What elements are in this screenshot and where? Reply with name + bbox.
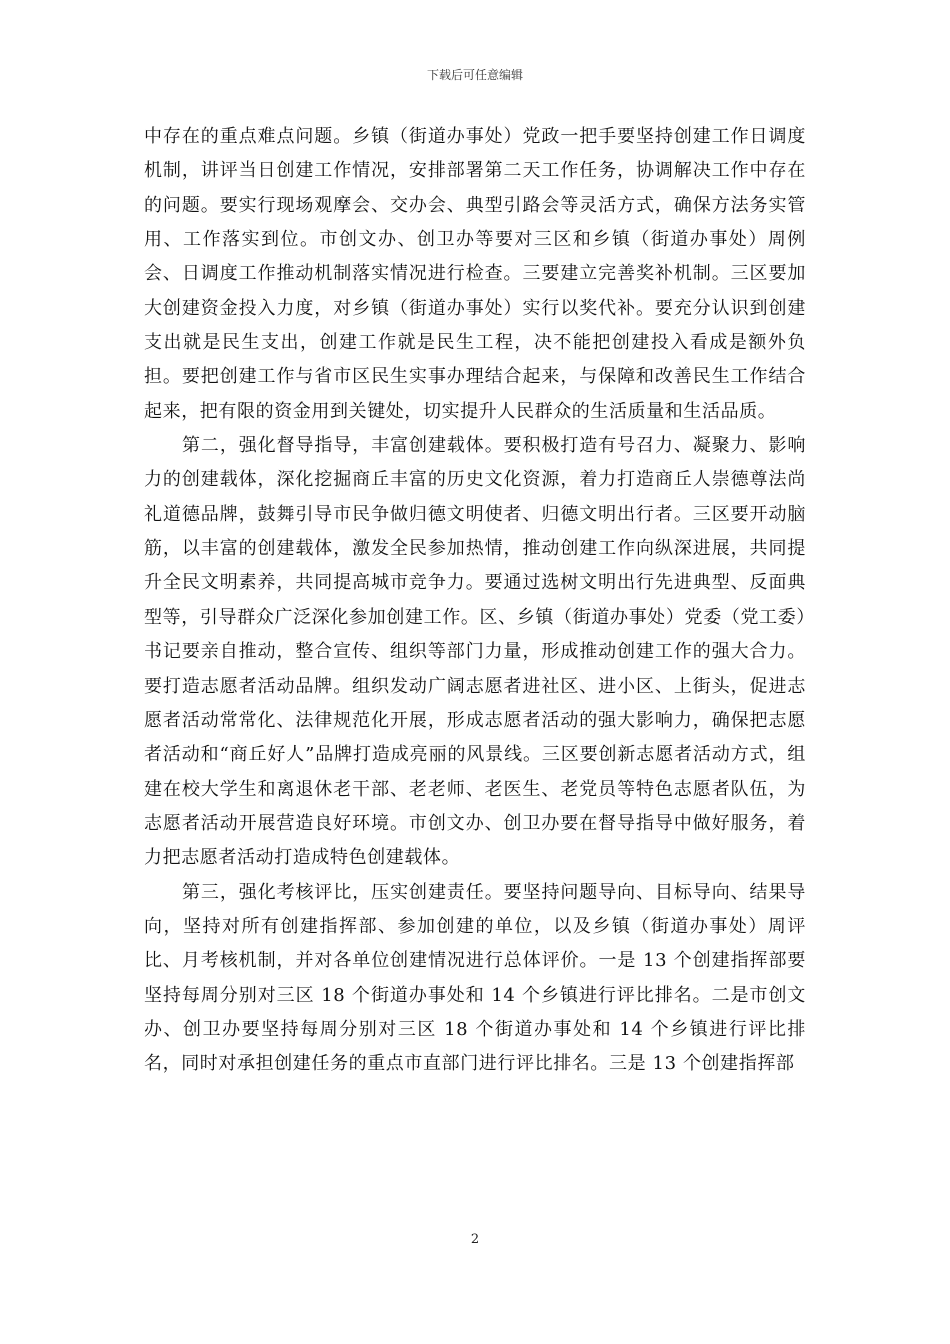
document-body <box>144 120 806 1082</box>
page-number: 2 <box>470 1232 480 1247</box>
paragraph-second-point: 第二，强化督导指导，丰富创建载体。要积极打造有号召力、凝聚力、影响力的创建载体，深化挖掘商丘丰富的历史文化资源，着力打造商丘人崇德尊法尚礼道德品牌，鼓舞引导市民争做归德文明使者、归德文明出行者。三区要开动脑筋，以丰富的创建载体，激发全民参加热情，推动创建工作向纵深进展，共同提升全民文明素养，共同提高城市竞争力。要通过选树文明出行先进典型、反面典型等，引导群众广泛深化参加创建工作。区、乡镇（街道办事处）党委（党工委）书记要亲自推动，整合宣传、组织等部门力量，形成推动创建工作的强大合力。要打造志愿者活动品牌。组织发动广阔志愿者进社区、进小区、上街头，促进志愿者活动常常化、法律规范化开展，形成志愿者活动的强大影响力，确保把志愿者活动和“商丘好人”品牌打造成亮丽的风景线。三区要创新志愿者活动方式，组建在校大学生和离退休老干部、老老师、老医生、老党员等特色志愿者队伍，为志愿者活动开展营造良好环境。市创文办、创卫办要在督导指导中做好服务，着力把志愿者活动打造成特色创建载体。 <box>144 435 806 869</box>
paragraph-continued: 中存在的重点难点问题。乡镇（街道办事处）党政一把手要坚持创建工作日调度机制，讲评当日创建工作情况，安排部署第二天工作任务，协调解决工作中存在的问题。要实行现场观摩会、交办会、典型引路会等灵活方式，确保方法务实管用、工作落实到位。市创文办、创卫办等要对三区和乡镇（街道办事处）周例会、日调度工作推动机制落实情况进行检查。三要建立完善奖补机制。三区要加大创建资金投入力度，对乡镇（街道办事处）实行以奖代补。要充分认识到创建支出就是民生支出，创建工作就是民生工程，决不能把创建投入看成是额外负担。要把创建工作与省市区民生实事办理结合起来，与保障和改善民生工作结合起来，把有限的资金用到关键处，切实提升人民群众的生活质量和生活品质。 <box>144 126 806 422</box>
paragraph-third-point: 第三，强化考核评比，压实创建责任。要坚持问题导向、目标导向、结果导向，坚持对所有创建指挥部、参加创建的单位，以及乡镇（街道办事处）周评比、月考核机制，并对各单位创建情况进行总体评价。一是 13 个创建指挥部要坚持每周分别对三区 18 个街道办事处和 14 个乡镇进行评比排名。二是市创文办、创卫办要坚持每周分别对三区 18 个街道办事处和 14 个乡镇进行评比排名，同时对承担创建任务的重点市直部门进行评比排名。三是 13 个创建指挥部 <box>144 881 806 1075</box>
page-header: 下载后可任意编辑 <box>426 68 523 82</box>
